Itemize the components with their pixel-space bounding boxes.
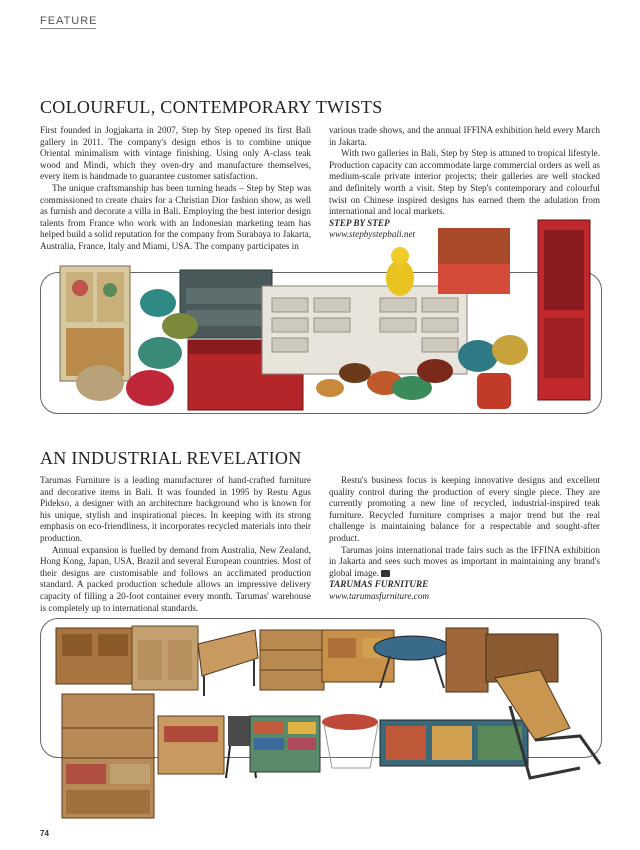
article2-right-column [329,475,600,614]
article2-paragraph: Tarumas Furniture is a leading manufacturer of hand-crafted furniture and decorative items in Bali. It was founded in 1995 by Restu Agus Pideksо, a designer with an architecture background who is known for his unique, stylish and inspirational pieces. In keeping with its strong emphasis on eco-friendliness, it incorporates recycled materials into their production. [40,475,311,543]
article2-left-column [40,475,311,614]
article2-paragraph: Tarumas joins international trade fairs such as the IFFINA exhibition in Jakarta and sees such moves as important in maintaining any brand's global image. [329,544,600,578]
article2-body [40,475,600,614]
article1-paragraph: With two galleries in Bali, Step by Step is attuned to tropical lifestyle. Production capacity can accommodate large commercial orders as well as medium-scale private interior projects; their galleries are well stocked and definitely worth a visit. Step by Step's contemporary and colourful twist on Chinese inspired designs has earned them the adulation from international and local markets. [329,148,601,217]
article1-paragraph: various trade shows, and the annual IFFINA exhibition held every March in Jakarta. [329,125,600,147]
article2-paragraph: Annual expansion is fuelled by demand from Australia, New Zealand, Hong Kong, Japan, USA, Brazil and several European countries. Most of their designs are customisable and follows an acclimated production standard. A packed production schedule allows an impressive delivery capacity of filling a 20-foot container every month. Tarumas' warehouse is completely up to international standards. [40,544,311,613]
article2-credit: TARUMAS FURNITURE [329,579,429,590]
article1-url[interactable]: www.stepbystepbali.net [329,229,416,240]
article2-title: AN INDUSTRIAL REVELATION [40,448,302,468]
article2-paragraph: Restu's business focus is keeping innovative designs and excellent quality control during the production of every single piece. They are currently promoting a new line of recycled, industrial-inspired teak furniture. Recycled furniture comprises a major trend but the real challenge is maintaining balance for a respectable and sought-after product. [329,475,600,543]
tarumas-furniture-photo [40,618,600,828]
section-label: FEATURE [40,15,98,27]
article1-paragraph: First founded in Jogjakarta in 2007, Step by Step opened its first Bali gallery in 2011. The company's design ethos is to combine unique Oriental minimalism with vintage finishing. Using only A-class teak wood and Mindi, which they oven-dry and manufacture themselves, every item is handmade to guarantee customer satisfaction. [40,125,311,182]
end-mark-icon [381,570,390,577]
step-by-step-furniture-photo [40,228,600,428]
article2-url[interactable]: www.tarumasfurniture.com [329,590,430,601]
article1-title: COLOURFUL, CONTEMPORARY TWISTS [40,97,383,117]
section-rule [40,28,96,29]
article1-paragraph: The unique craftsmanship has been turning heads – Step by Step was commissioned to create chairs for a Christian Dior fashion show, as well as furnish and decorate a villa in Bali. Employing the best interior design talents from France who work with an Indonesian marketing team has helped build a solid reputation for the company from Surabaya to Jakarta, Australia, France, Italy and Miami, USA. The company participates in [40,182,311,251]
article1-credit: STEP BY STEP [329,217,390,228]
page-number: 74 [40,829,49,838]
